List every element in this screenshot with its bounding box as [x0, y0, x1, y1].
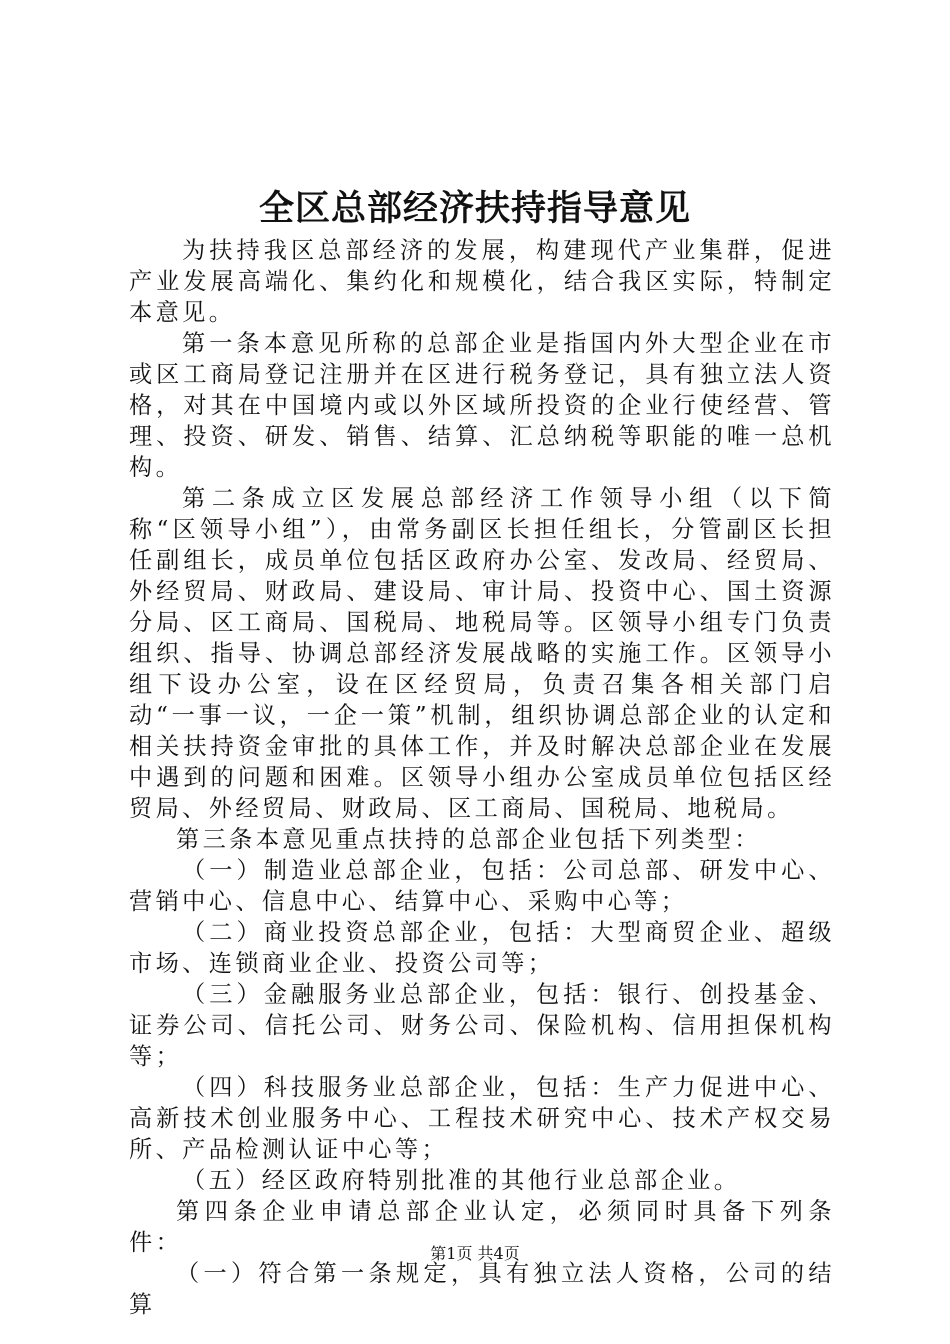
paragraph-article-2: 第二条成立区发展总部经济工作领导小组（以下简称“区领导小组”），由常务副区长担任组长，分管副区长担任副组长，成员单位包括区政府办公室、发改局、经贸局、外经贸局、财政局、建设局、审计局、投资中心、国土资源分局、区工商局、国税局、地税局等。区领导小组专门负责组织、指导、协调总部经济发展战略的实施工作。区领导小组下设办公室，设在区经贸局，负责召集各相关部门启动“一事一议，一企一策”机制，组织协调总部企业的认定和相关扶持资金审批的具体工作，并及时解决总部企业在发展中遇到的问题和困难。区领导小组办公室成员单位包括区经贸局、外经贸局、财政局、区工商局、国税局、地税局。 — [129, 485, 835, 822]
paragraph-item-2: （二）商业投资总部企业，包括：大型商贸企业、超级市场、连锁商业企业、投资公司等； — [129, 919, 835, 977]
paragraph-intro: 为扶持我区总部经济的发展，构建现代产业集群，促进产业发展高端化、集约化和规模化，结合我区实际，特制定本意见。 — [129, 237, 835, 326]
paragraph-item-5: （五）经区政府特别批准的其他行业总部企业。 — [182, 1167, 741, 1194]
document-body — [129, 235, 835, 1320]
paragraph-item-3: （三）金融服务业总部企业，包括：银行、创投基金、证券公司、信托公司、财务公司、保险机构、信用担保机构等； — [129, 981, 835, 1070]
paragraph-article-3: 第三条本意见重点扶持的总部企业包括下列类型： — [176, 826, 761, 853]
paragraph-article-4: 第四条企业申请总部企业认定，必须同时具备下列条件： — [129, 1198, 835, 1256]
paragraph-condition-1: （一）符合第一条规定，具有独立法人资格，公司的结算 — [129, 1260, 835, 1318]
document-title: 全区总部经济扶持指导意见 — [258, 188, 691, 229]
paragraph-item-1: （一）制造业总部企业，包括：公司总部、研发中心、营销中心、信息中心、结算中心、采购中心等； — [129, 857, 835, 915]
page-footer: 第1页 共4页 — [430, 1244, 520, 1263]
paragraph-item-4: （四）科技服务业总部企业，包括：生产力促进中心、高新技术创业服务中心、工程技术研究中心、技术产权交易所、产品检测认证中心等； — [129, 1074, 835, 1163]
paragraph-article-1: 第一条本意见所称的总部企业是指国内外大型企业在市或区工商局登记注册并在区进行税务登记，具有独立法人资格，对其在中国境内或以外区域所投资的企业行使经营、管理、投资、研发、销售、结算、汇总纳税等职能的唯一总机构。 — [129, 330, 835, 481]
